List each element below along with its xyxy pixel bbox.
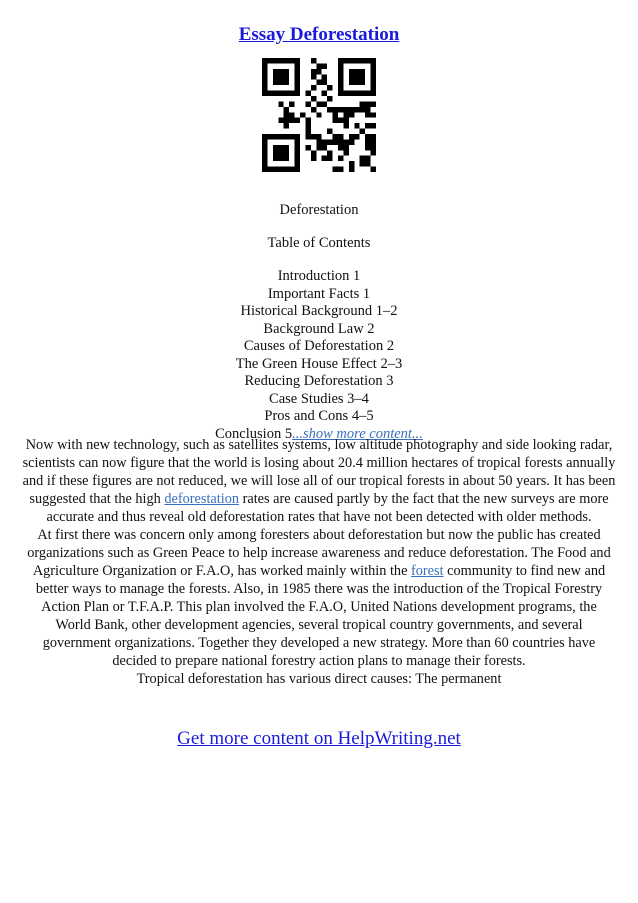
toc-item: Introduction 1 [277,268,361,284]
toc-item-label: Conclusion 5 [215,425,293,442]
toc-item: Causes of Deforestation 2 [243,338,395,354]
toc-item: Case Studies 3–4 [269,390,369,407]
deforestation-link[interactable]: deforestation [164,491,240,507]
show-more-link[interactable]: ...show more content... [292,425,423,442]
toc-heading: Table of Contents [267,235,371,251]
toc-item: Reducing Deforestation 3 [244,373,394,389]
toc-item: The Green House Effect 2–3 [235,355,403,372]
table-of-contents [0,268,638,443]
toc-item: Background Law 2 [263,320,375,337]
toc-item: Important Facts 1 [267,285,371,302]
essay-title-link[interactable]: Essay Deforestation [238,24,400,45]
paragraph [22,526,616,670]
toc-item: Pros and Cons 4–5 [264,408,374,424]
paragraph-text: rates are caused partly by the fact that the new surveys are more accurate and thus reveal old deforestation rates that have not been detected with older methods. [46,491,609,525]
paragraph [22,436,616,526]
qr-code-icon [262,58,376,172]
paragraph: Tropical deforestation has various direct causes: The permanent [136,671,502,687]
document-heading: Deforestation [279,202,359,218]
forest-link[interactable]: forest [411,563,444,579]
essay-excerpt [22,436,616,688]
get-more-content-link[interactable]: Get more content on HelpWriting.net [177,728,461,749]
paragraph-text: community to find new and better ways to manage the forests. Also, in 1985 there was the introduction of the Tropical Forestry Action Plan or T.F.A.P. This plan involved the F.A.O, United Nations development programs, the World Bank, other development agencies, several tropical country governments, and several government organizations. Together they developed a new strategy. More than 60 countries have decided to prepare national forestry action plans to manage their forests. [35,563,606,669]
paragraph-text: Now with new technology, such as satellites systems, low altitude photography and side looking radar, scientists can now figure that the world is losing about 20.4 million hectares of tropical forests annually and if these figures are not reduced, we will lose all of our tropical forests in about 50 years. It has been suggested that the high [22,437,616,507]
toc-item: Historical Background 1–2 [240,303,398,319]
paragraph-text: At first there was concern only among foresters about deforestation but now the public has created organizations such as Green Peace to help increase awareness and reduce deforestation. The Food and Agriculture Organization or F.A.O, has worked mainly within the [27,527,611,579]
